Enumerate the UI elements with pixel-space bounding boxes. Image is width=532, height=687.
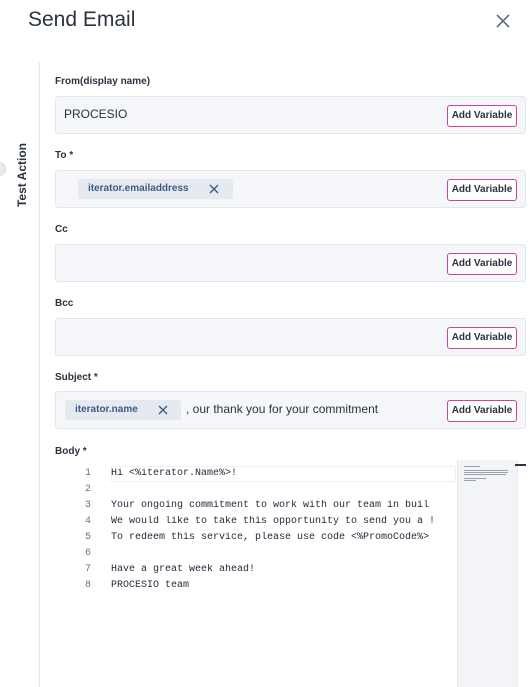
add-variable-button-from[interactable]: Add Variable: [447, 105, 517, 127]
line-number: 4: [84, 516, 91, 527]
cc-field[interactable]: [55, 244, 526, 282]
add-variable-button-subject[interactable]: Add Variable: [447, 400, 517, 422]
body-code-editor[interactable]: [55, 460, 526, 687]
modal-header: [0, 0, 532, 62]
minimap-line: [464, 474, 506, 475]
to-label: To *: [55, 150, 74, 161]
side-rail: [0, 62, 40, 687]
line-number: 6: [84, 548, 91, 559]
code-line: Have a great week ahead!: [111, 564, 256, 575]
to-chip: [78, 179, 233, 199]
close-icon[interactable]: [494, 12, 512, 30]
line-number: 2: [84, 484, 91, 495]
cc-label: Cc: [55, 224, 68, 235]
minimap-line: [464, 478, 486, 479]
code-line: We would like to take this opportunity to send you a !: [111, 516, 436, 527]
editor-minimap[interactable]: [457, 460, 517, 687]
line-number: 5: [84, 532, 91, 543]
subject-field[interactable]: [55, 391, 526, 429]
minimap-line: [464, 470, 508, 471]
add-variable-button-to[interactable]: Add Variable: [447, 179, 517, 201]
from-label: From(display name): [55, 76, 151, 87]
line-number: 7: [84, 564, 91, 575]
tab-test-action[interactable]: [6, 143, 30, 220]
bcc-label: Bcc: [55, 298, 74, 309]
subject-chip: [65, 400, 181, 420]
code-line: Hi <%iterator.Name%>!: [111, 468, 238, 479]
editor-scrollbar[interactable]: [517, 460, 526, 687]
subject-text: , our thank you for your commitment: [186, 402, 379, 416]
scroll-position-marker: [515, 464, 526, 466]
subject-label: Subject *: [55, 372, 98, 383]
code-line: Your ongoing commitment to work with our team in buil: [111, 500, 430, 511]
from-value: PROCESIO: [64, 107, 128, 121]
to-field[interactable]: [55, 170, 526, 208]
code-line: To redeem this service, please use code <%PromoCode%>: [111, 532, 430, 543]
add-variable-button-cc[interactable]: Add Variable: [447, 253, 517, 275]
modal-title: Send Email: [28, 8, 136, 31]
add-variable-button-bcc[interactable]: Add Variable: [447, 327, 517, 349]
remove-chip-icon[interactable]: [158, 405, 168, 415]
bcc-field[interactable]: [55, 318, 526, 356]
minimap-line: [464, 480, 476, 481]
to-chip-label: iterator.emailaddress: [88, 183, 189, 194]
from-field[interactable]: [55, 96, 526, 134]
subject-chip-label: iterator.name: [75, 404, 138, 415]
minimap-line: [464, 472, 508, 473]
code-line: PROCESIO team: [111, 580, 190, 591]
body-label: Body *: [55, 446, 87, 457]
line-number: 3: [84, 500, 91, 511]
line-number: 1: [84, 468, 91, 479]
line-number: 8: [84, 580, 91, 591]
remove-chip-icon[interactable]: [209, 184, 219, 194]
minimap-line: [464, 466, 480, 467]
tab-test-action-label: Test Action: [15, 143, 29, 208]
